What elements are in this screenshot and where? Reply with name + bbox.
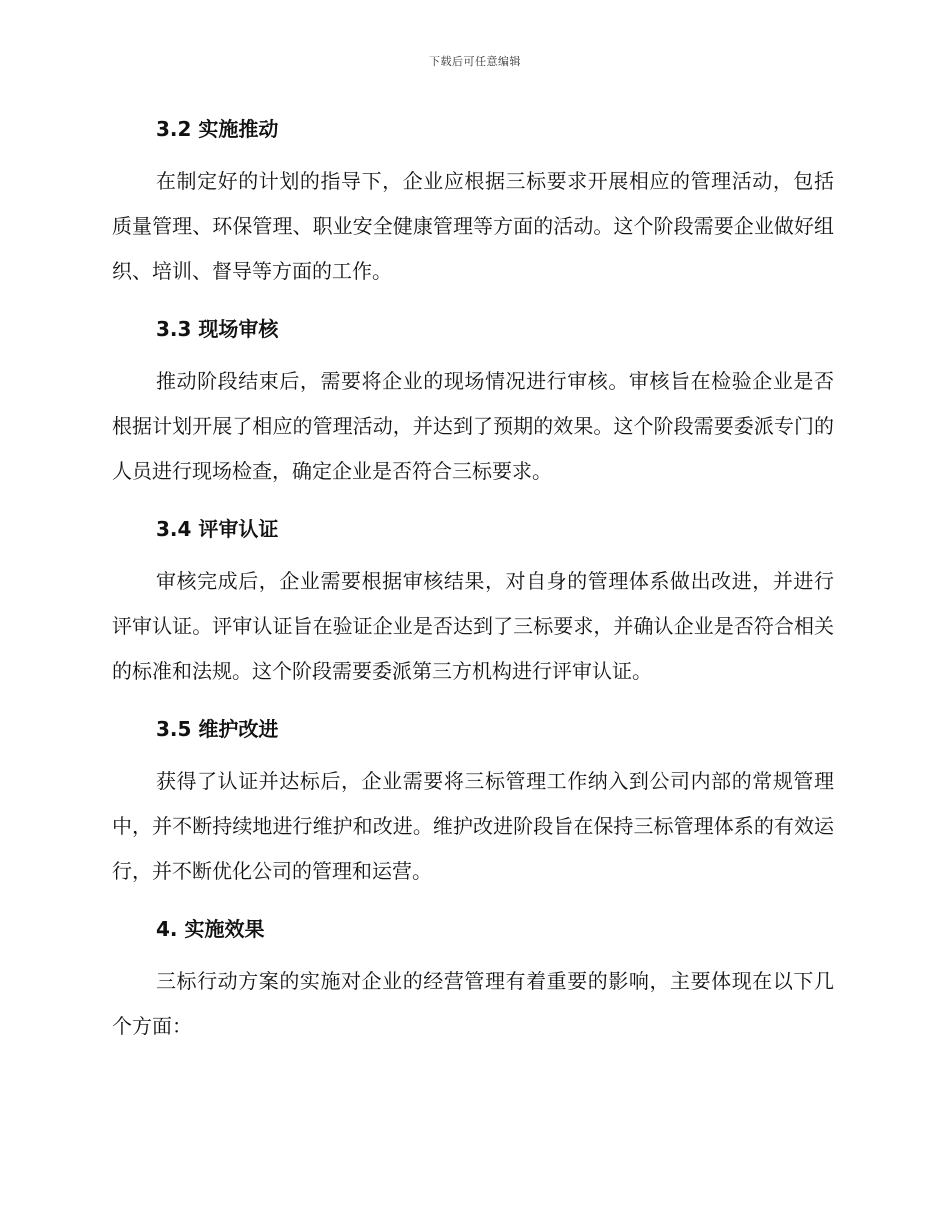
page-header: 下载后可任意编辑 xyxy=(429,55,521,68)
section-paragraph-3-4: 审核完成后，企业需要根据审核结果，对自身的管理体系做出改进，并进行评审认证。评审认证旨在验证企业是否达到了三标要求，并确认企业是否符合相关的标准和法规。这个阶段需要委派第三方机构进行评审认证。 xyxy=(112,569,834,683)
section-heading-3-5: 3.5 维护改进 xyxy=(156,717,279,741)
section-paragraph-3-3: 推动阶段结束后，需要将企业的现场情况进行审核。审核旨在检验企业是否根据计划开展了相应的管理活动，并达到了预期的效果。这个阶段需要委派专门的人员进行现场检查，确定企业是否符合三标要求。 xyxy=(112,369,834,483)
section-paragraph-3-2: 在制定好的计划的指导下，企业应根据三标要求开展相应的管理活动，包括质量管理、环保管理、职业安全健康管理等方面的活动。这个阶段需要企业做好组织、培训、督导等方面的工作。 xyxy=(112,169,834,283)
section-heading-3-3: 3.3 现场审核 xyxy=(156,317,279,341)
section-paragraph-4: 三标行动方案的实施对企业的经营管理有着重要的影响，主要体现在以下几个方面： xyxy=(112,969,834,1038)
document-body xyxy=(112,108,834,1049)
section-paragraph-3-5: 获得了认证并达标后，企业需要将三标管理工作纳入到公司内部的常规管理中，并不断持续地进行维护和改进。维护改进阶段旨在保持三标管理体系的有效运行，并不断优化公司的管理和运营。 xyxy=(112,769,834,883)
section-heading-3-4: 3.4 评审认证 xyxy=(156,517,279,541)
section-heading-4: 4. 实施效果 xyxy=(156,917,265,941)
section-heading-3-2: 3.2 实施推动 xyxy=(156,117,279,141)
